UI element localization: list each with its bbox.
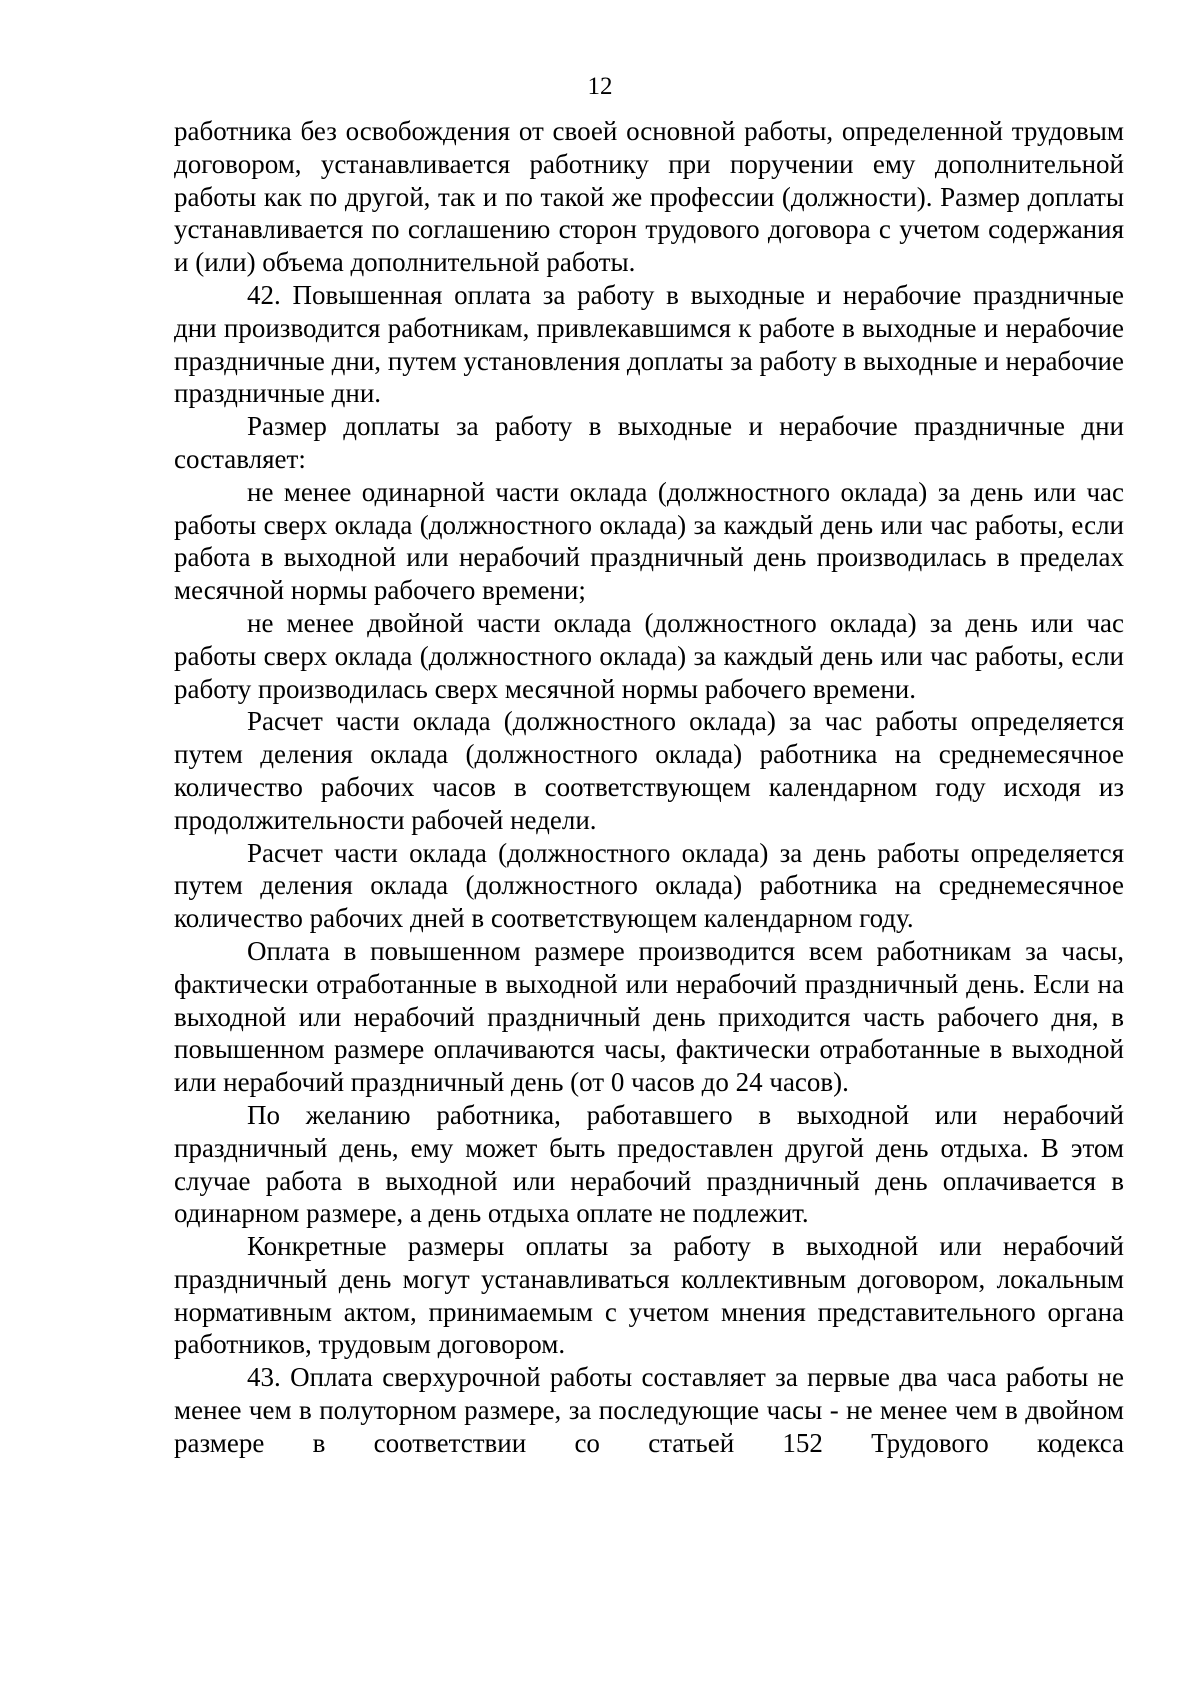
paragraph: Конкретные размеры оплаты за работу в выходной или нерабочий праздничный день могут устанавливаться коллективным договором, локальным нормативным актом, принимаемым с учетом мнения представительного органа работников, трудовым договором. [174, 1231, 1124, 1360]
paragraph-item-43: 43. Оплата сверхурочной работы составляет за первые два часа работы не менее чем в полуторном размере, за последующие часы - не менее чем в двойном размере в соответствии со статьей 152 Трудового кодекса [174, 1362, 1124, 1458]
paragraph: По желанию работника, работавшего в выходной или нерабочий праздничный день, ему может быть предоставлен другой день отдыха. В этом случае работа в выходной или нерабочий праздничный день оплачивается в одинарном размере, а день отдыха оплате не подлежит. [174, 1099, 1124, 1229]
paragraph-item-42: 42. Повышенная оплата за работу в выходные и нерабочие праздничные дни производится работникам, привлекавшимся к работе в выходные и нерабочие праздничные дни, путем установления доплаты за работу в выходные и нерабочие праздничные дни. [174, 279, 1124, 409]
paragraph: не менее одинарной части оклада (должностного оклада) за день или час работы сверх оклада (должностного оклада) за каждый день или час работы, если работа в выходной или нерабочий праздничный день производилась в пределах месячной нормы рабочего времени; [174, 476, 1124, 606]
document-body [174, 115, 1124, 1460]
paragraph: Размер доплаты за работу в выходные и нерабочие праздничные дни составляет: [174, 411, 1124, 474]
paragraph: не менее двойной части оклада (должностного оклада) за день или час работы сверх оклада (должностного оклада) за каждый день или час работы, если работу производилась сверх месячной нормы рабочего времени. [174, 607, 1124, 704]
paragraph: Расчет части оклада (должностного оклада) за день работы определяется путем деления оклада (должностного оклада) работника на среднемесячное количество рабочих дней в соответствующем календарном году. [174, 837, 1124, 934]
page-number: 12 [587, 73, 613, 100]
paragraph: Расчет части оклада (должностного оклада) за час работы определяется путем деления оклада (должностного оклада) работника на среднемесячное количество рабочих часов в соответствующем календарном году исходя из продолжительности рабочей недели. [174, 706, 1124, 835]
paragraph-continuation: работника без освобождения от своей основной работы, определенной трудовым договором, устанавливается работнику при поручении ему дополнительной работы как по другой, так и по такой же профессии (должности). Размер доплаты устанавливается по соглашению сторон трудового договора с учетом содержания и (или) объема дополнительной работы. [174, 116, 1124, 278]
paragraph: Оплата в повышенном размере производится всем работникам за часы, фактически отработанные в выходной или нерабочий праздничный день. Если на выходной или нерабочий праздничный день приходится часть рабочего дня, в повышенном размере оплачиваются часы, фактически отработанные в выходной или нерабочий праздничный день (от 0 часов до 24 часов). [174, 935, 1124, 1098]
